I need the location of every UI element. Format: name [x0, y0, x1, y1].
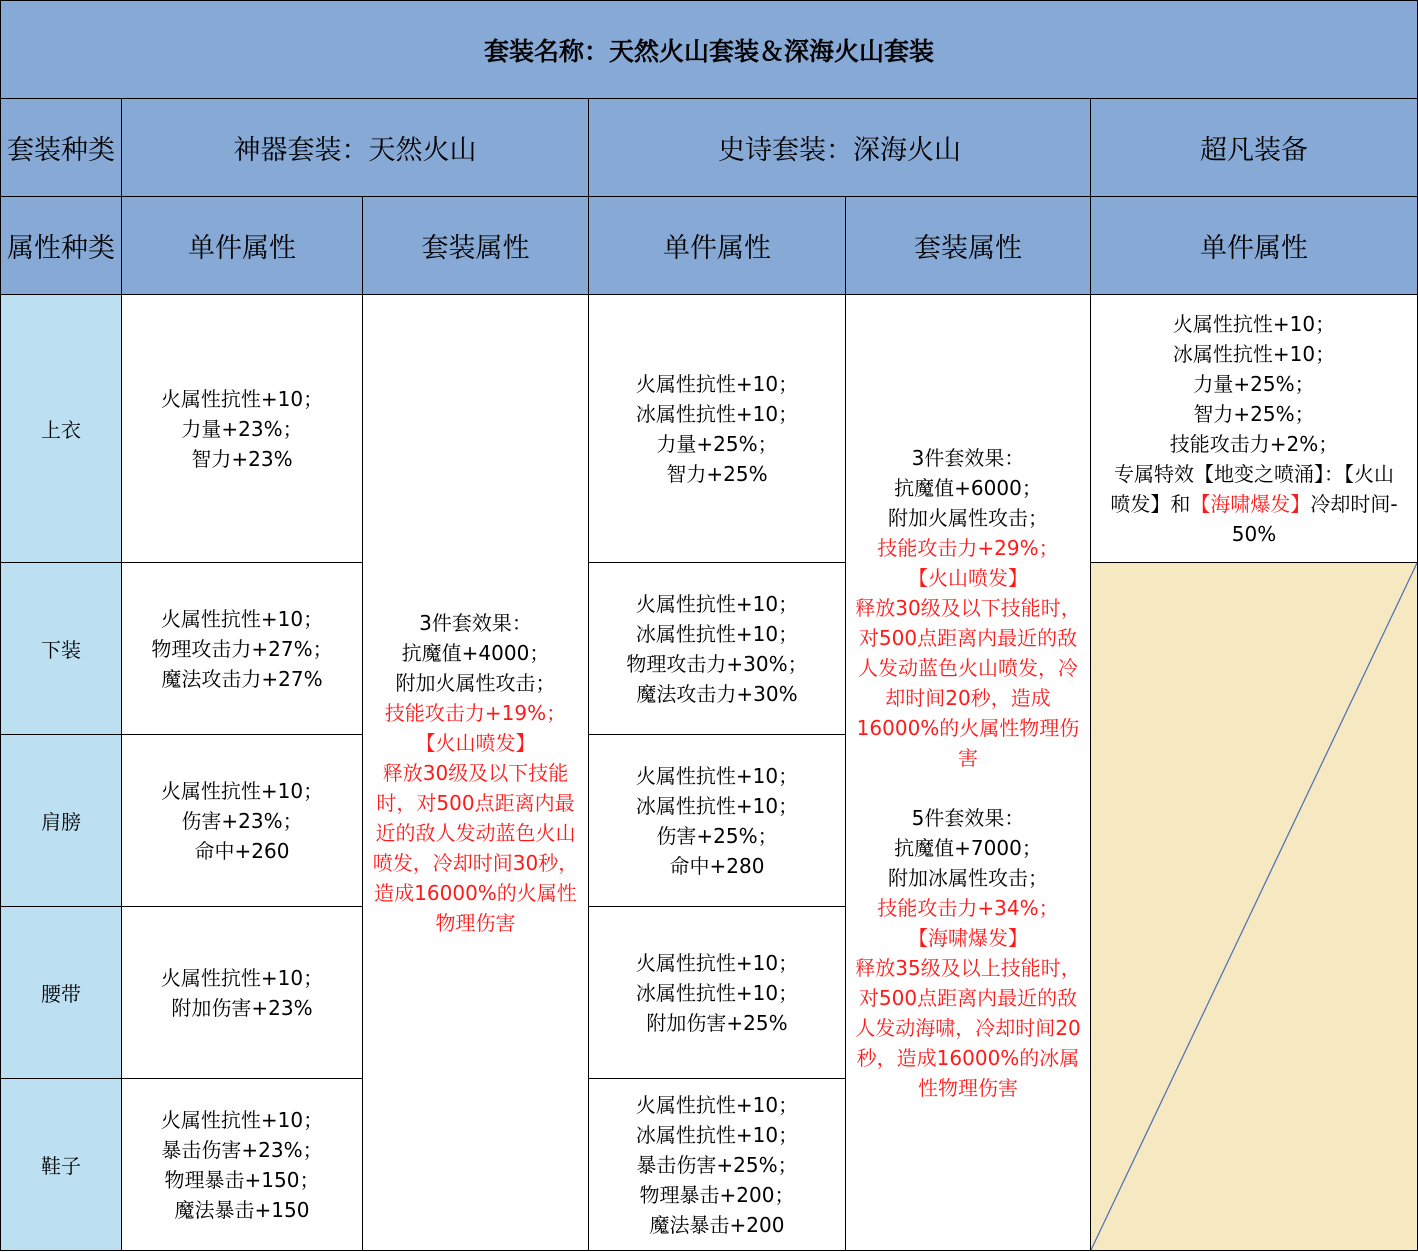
extraordinary-empty-cell: [1091, 563, 1418, 1251]
artifact-bottom-attrs: 火属性抗性+10； 物理攻击力+27%； 魔法攻击力+27%: [122, 563, 363, 735]
epic-single-attr-header: 单件属性: [589, 197, 846, 295]
epic-top-attrs: 火属性抗性+10； 冰属性抗性+10； 力量+25%； 智力+25%: [589, 295, 846, 563]
slot-bottom: 下装: [1, 563, 122, 735]
extraordinary-single-attr-header: 单件属性: [1091, 197, 1418, 295]
artifact-set-effect: 3件套效果： 抗魔值+4000； 附加火属性攻击； 技能攻击力+19%； 【火山喷发】 释放30级及以下技能 时，对500点距离内最 近的敌人发动蓝色火山 喷发，冷却时间30秒， 造成16000%的火属性 物理伤害: [363, 295, 589, 1251]
artifact-set-attr-header: 套装属性: [363, 197, 589, 295]
epic-set-header: 史诗套装：深海火山: [589, 99, 1091, 197]
slot-shoes: 鞋子: [1, 1079, 122, 1251]
epic-set-attr-header: 套装属性: [846, 197, 1091, 295]
extraordinary-header: 超凡装备: [1091, 99, 1418, 197]
table-title: 套装名称：天然火山套装＆深海火山套装: [1, 1, 1418, 99]
slot-top: 上衣: [1, 295, 122, 563]
epic-bottom-attrs: 火属性抗性+10； 冰属性抗性+10； 物理攻击力+30%； 魔法攻击力+30%: [589, 563, 846, 735]
attr-type-label: 属性种类: [1, 197, 122, 295]
slot-shoulder: 肩膀: [1, 735, 122, 907]
artifact-belt-attrs: 火属性抗性+10； 附加伤害+23%: [122, 907, 363, 1079]
artifact-set-header: 神器套装：天然火山: [122, 99, 589, 197]
slot-belt: 腰带: [1, 907, 122, 1079]
artifact-top-attrs: 火属性抗性+10； 力量+23%； 智力+23%: [122, 295, 363, 563]
artifact-shoes-attrs: 火属性抗性+10； 暴击伤害+23%； 物理暴击+150； 魔法暴击+150: [122, 1079, 363, 1251]
epic-shoulder-attrs: 火属性抗性+10； 冰属性抗性+10； 伤害+25%； 命中+280: [589, 735, 846, 907]
set-type-label: 套装种类: [1, 99, 122, 197]
epic-belt-attrs: 火属性抗性+10； 冰属性抗性+10； 附加伤害+25%: [589, 907, 846, 1079]
diagonal-slash: [1091, 563, 1417, 1250]
epic-set-effect: 3件套效果： 抗魔值+6000； 附加火属性攻击； 技能攻击力+29%； 【火山喷发】 释放30级及以下技能时， 对500点距离内最近的敌 人发动蓝色火山喷发，冷 却时间20秒，造成 16000%的火属性物理伤 害 5件套效果： 抗魔值+7000； 附加冰属性攻击； 技能攻击力+34%； 【海啸爆发】 释放35级及以上技能时， 对500点距离内最近的敌 人发动海啸，冷却时间20 秒，造成16000%的冰属 性物理伤害: [846, 295, 1091, 1251]
artifact-shoulder-attrs: 火属性抗性+10； 伤害+23%； 命中+260: [122, 735, 363, 907]
artifact-single-attr-header: 单件属性: [122, 197, 363, 295]
extraordinary-attrs: 火属性抗性+10； 冰属性抗性+10； 力量+25%； 智力+25%； 技能攻击力+2%； 专属特效【地变之喷涌】：【火山 喷发】和【海啸爆发】冷却时间- 50%: [1091, 295, 1418, 563]
epic-shoes-attrs: 火属性抗性+10； 冰属性抗性+10； 暴击伤害+25%； 物理暴击+200； 魔法暴击+200: [589, 1079, 846, 1251]
